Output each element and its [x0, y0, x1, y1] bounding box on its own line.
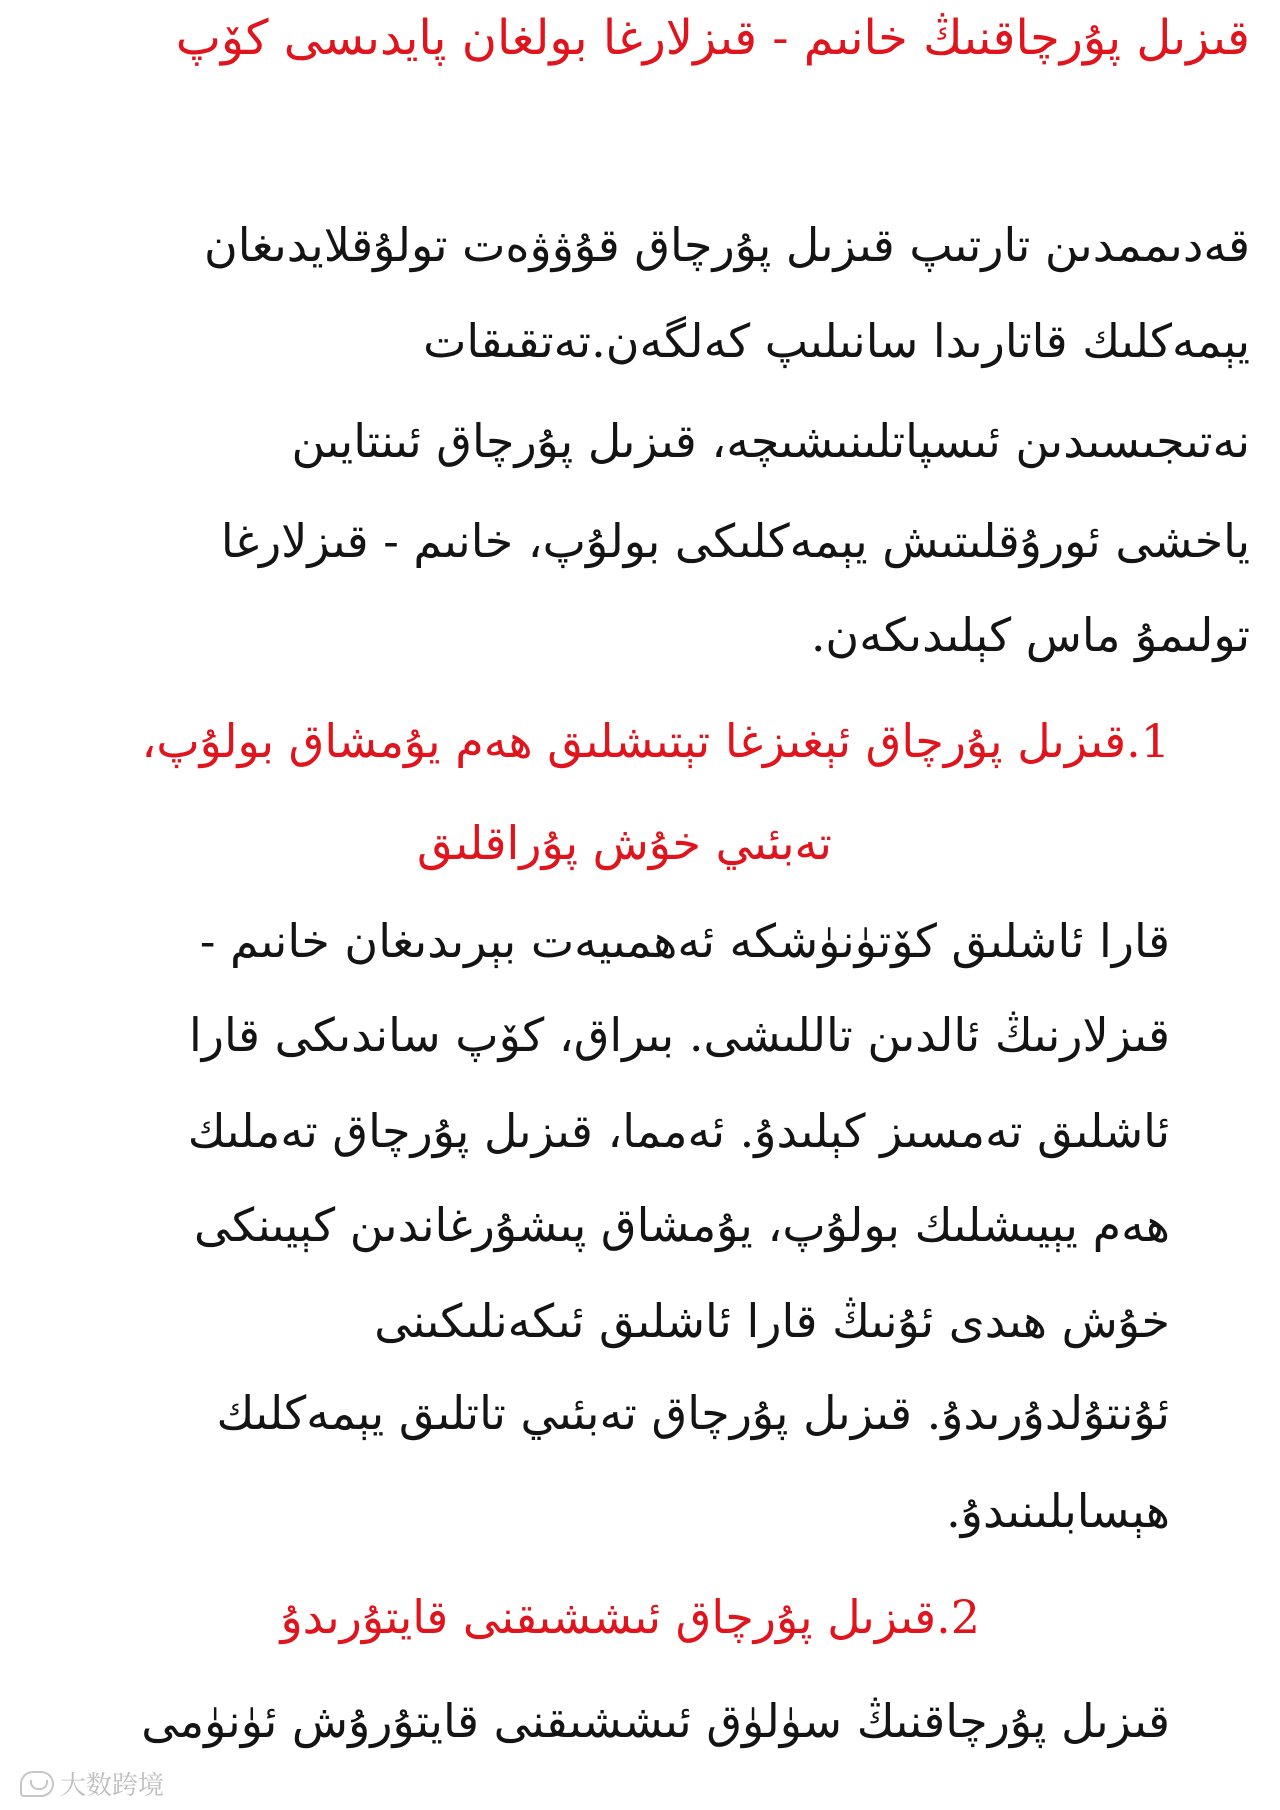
watermark [20, 1765, 164, 1802]
paragraph-2-line: ئاشلىق تەمسىز كېلىدۇ. ئەمما، قىزىل پۇرچاق تەملىك [187, 1104, 1170, 1158]
article-title: قىزىل پۇرچاقنىڭ خانىم - قىزلارغا بولغان پايدىسى كۆپ [175, 10, 1250, 66]
paragraph-2-line: ھەم يېيىشلىك بولۇپ، يۇمشاق پىشۇرغاندىن كېيىنكى [193, 1198, 1170, 1252]
paragraph-2-line: قارا ئاشلىق كۆتۈنۈشكە ئەھمىيەت بېرىدىغان خانىم - [199, 914, 1170, 968]
paragraph-1-line: نەتىجىسىدىن ئىسپاتلىنىشىچە، قىزىل پۇرچاق ئىنتايىن [291, 414, 1250, 468]
paragraph-1-line: تولىمۇ ماس كېلىدىكەن. [810, 608, 1250, 662]
paragraph-1-line: يېمەكلىك قاتارىدا سانىلىپ كەلگەن.تەتقىقات [423, 314, 1250, 368]
paragraph-2-line: خۇش ھىدى ئۇنىڭ قارا ئاشلىق ئىكەنلىكىنى [374, 1294, 1170, 1348]
paragraph-2-line: ئۇنتۇلدۇرىدۇ. قىزىل پۇرچاق تەبئىي تاتلىق يېمەكلىك [216, 1386, 1170, 1440]
chat-bubble-icon [20, 1771, 54, 1797]
paragraph-3-line: قىزىل پۇرچاقنىڭ سۈلۈق ئىششىقنى قايتۇرۇش ئۈنۈمى [141, 1694, 1170, 1748]
paragraph-1-line: ياخشى ئورۇقلىتىش يېمەكلىكى بولۇپ، خانىم - قىزلارغا [220, 514, 1250, 568]
watermark-text: 大数跨境 [60, 1770, 165, 1800]
paragraph-2-line: قىزلارنىڭ ئالدىن تاللىشى. بىراق، كۆپ ساندىكى قارا [188, 1008, 1170, 1062]
paragraph-2-line: ھېسابلىنىدۇ. [946, 1484, 1170, 1538]
section-heading-2: 2.قىزىل پۇرچاق ئىششىقنى قايتۇرىدۇ [280, 1590, 980, 1644]
section-heading-1-continued: تەبئىي خۇش پۇراقلىق [417, 816, 832, 870]
section-heading-1: 1.قىزىل پۇرچاق ئېغىزغا تېتىشلىق ھەم يۇمشاق بولۇپ، [141, 714, 1170, 768]
paragraph-1-line: قەدىممدىن تارتىپ قىزىل پۇرچاق قۇۋۋەت تولۇقلايدىغان [203, 218, 1250, 272]
